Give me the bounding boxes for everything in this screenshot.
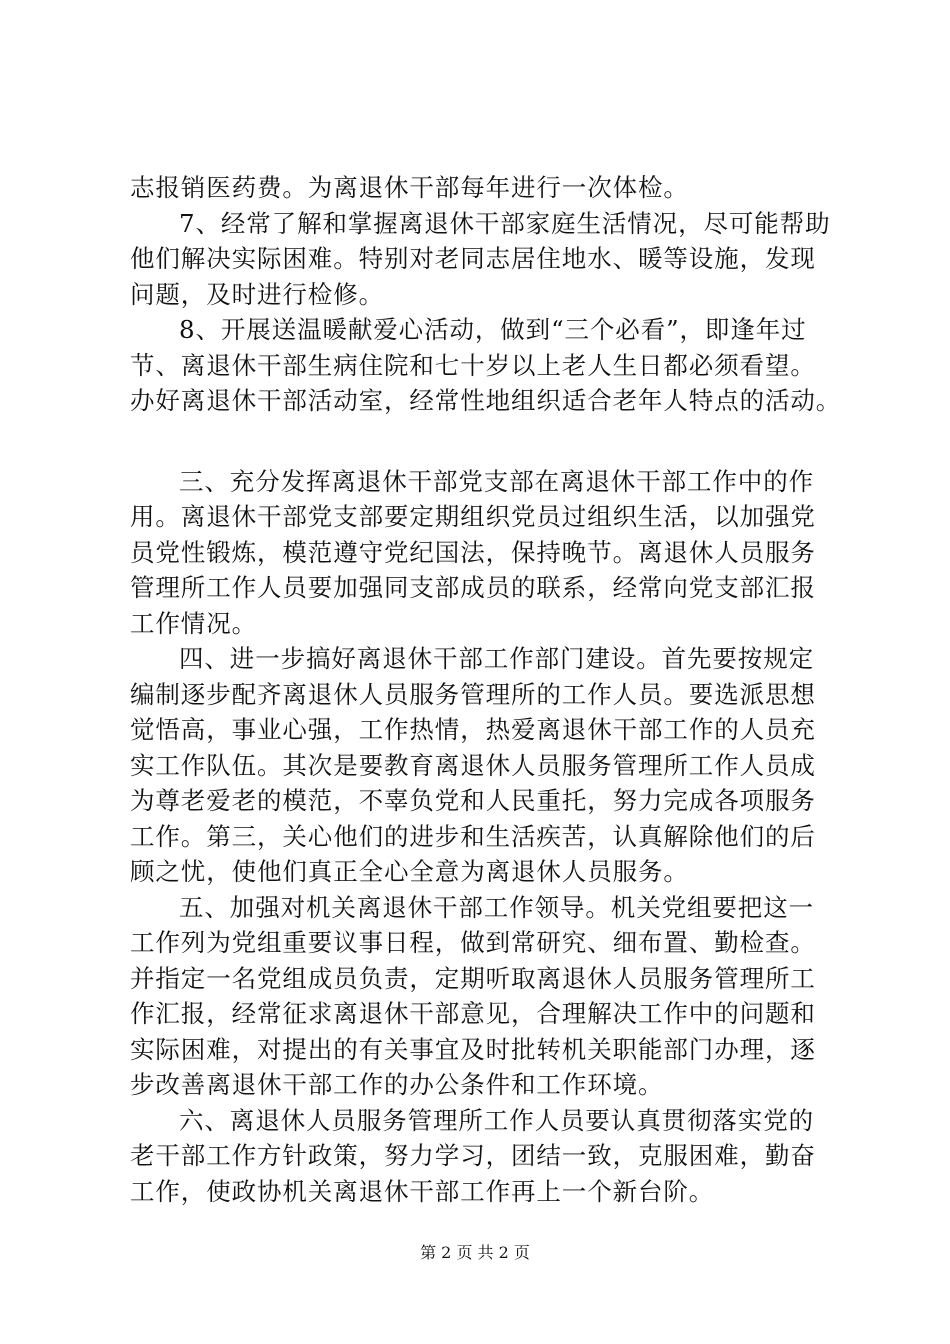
text-line: 员党性锻炼，模范遵守党纪国法，保持晚节。离退休人员服务	[130, 537, 816, 567]
text-line: 步改善离退休干部工作的办公条件和工作环境。	[130, 1070, 664, 1099]
text-line: 实际困难，对提出的有关事宜及时批转机关职能部门办理，逐	[130, 1034, 816, 1064]
text-line: 8、开展送温暖献爱心活动，做到“三个必看”，即逢年过	[179, 315, 807, 344]
text-line: 志报销医药费。为离退休干部每年进行一次体检。	[130, 173, 689, 202]
text-line: 六、离退休人员服务管理所工作人员要认真贯彻落实党的	[179, 1105, 814, 1135]
text-line: 工作列为党组重要议事日程，做到常研究、细布置、勤检查。	[130, 928, 816, 957]
text-line: 管理所工作人员要加强同支部成员的联系，经常向党支部汇报	[130, 573, 816, 602]
text-line: 作汇报，经常征求离退休干部意见，合理解决工作中的问题和	[130, 999, 816, 1028]
text-line: 问题，及时进行检修。	[130, 279, 384, 309]
paragraph-section-5	[130, 890, 830, 1103]
text-line: 工作，使政协机关离退休干部工作再上一个新台阶。	[130, 1176, 715, 1206]
text-line: 编制逐步配齐离退休人员服务管理所的工作人员。要选派思想	[130, 679, 816, 709]
text-line: 为尊老爱老的模范，不辜负党和人民重托，努力完成各项服务	[130, 786, 816, 815]
text-line: 他们解决实际困难。特别对老同志居住地水、暖等设施，发现	[130, 244, 816, 273]
text-line: 老干部工作方针政策，努力学习，团结一致，克服困难，勤奋	[130, 1141, 816, 1170]
paragraph-item-7	[130, 206, 830, 313]
text-line: 觉悟高，事业心强，工作热情，热爱离退休干部工作的人员充	[130, 715, 816, 744]
text-line: 并指定一名党组成员负责，定期听取离退休人员服务管理所工	[130, 963, 816, 993]
paragraph-item-8	[130, 312, 842, 419]
text-line: 用。离退休干部党支部要定期组织党员过组织生活，以加强党	[130, 502, 816, 531]
text-line: 三、充分发挥离退休干部党支部在离退休干部工作中的作	[179, 466, 814, 496]
text-line: 实工作队伍。其次是要教育离退休人员服务管理所工作人员成	[130, 750, 816, 780]
text-line: 7、经常了解和掌握离退休干部家庭生活情况，尽可能帮助	[179, 208, 831, 238]
paragraph-section-4	[130, 641, 830, 890]
text-line: 工作。第三，关心他们的进步和生活疾苦，认真解除他们的后	[130, 821, 816, 851]
text-line: 顾之忧，使他们真正全心全意为离退休人员服务。	[130, 857, 689, 886]
text-line: 五、加强对机关离退休干部工作领导。机关党组要把这一	[179, 892, 814, 922]
paragraph-gap	[130, 419, 830, 464]
paragraph-continuation	[130, 170, 830, 206]
text-line: 工作情况。	[130, 608, 257, 638]
document-body	[130, 170, 842, 1209]
text-line: 四、进一步搞好离退休干部工作部门建设。首先要按规定	[179, 644, 814, 673]
paragraph-section-6	[130, 1103, 830, 1210]
text-line: 节、离退休干部生病住院和七十岁以上老人生日都必须看望。	[130, 350, 816, 380]
page-number-footer: 第 2 页 共 2 页	[420, 1243, 530, 1262]
paragraph-section-3	[130, 464, 830, 642]
text-line: 办好离退休干部活动室，经常性地组织适合老年人特点的活动。	[130, 386, 842, 415]
